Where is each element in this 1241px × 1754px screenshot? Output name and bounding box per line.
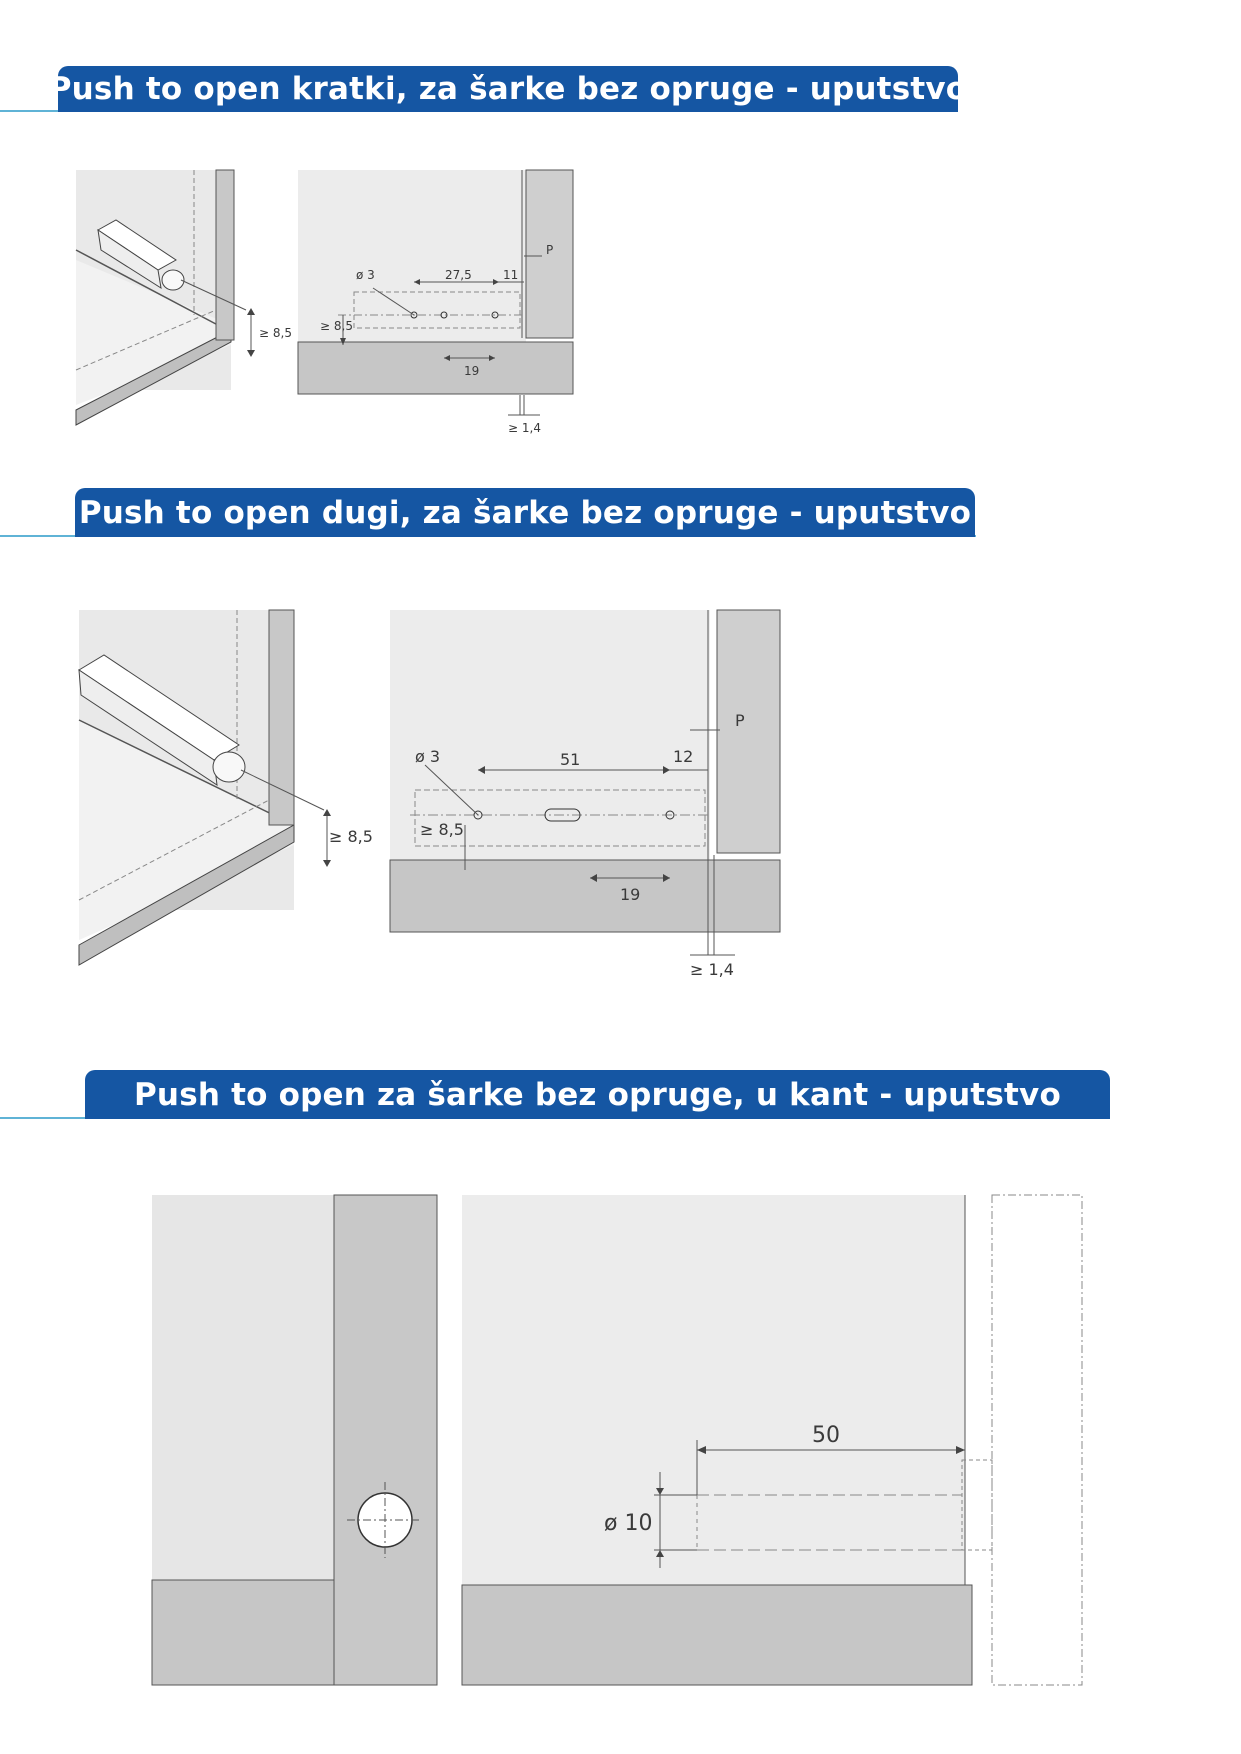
diagram-short-dimensions (298, 170, 588, 440)
diagram-long-dimensions (390, 610, 790, 980)
dim-label-b: 11 (503, 268, 519, 282)
height-label: ≥ 8,5 (420, 820, 464, 839)
gap-label: ≥ 1,4 (508, 421, 541, 435)
diagram-edge-front (462, 1190, 1102, 1700)
section-title: Push to open dugi, za šarke bez opruge - uputstvo (75, 488, 975, 537)
height-label: ≥ 8,5 (259, 326, 292, 340)
dim-label-b: 12 (673, 747, 694, 766)
section-title: Push to open kratki, za šarke bez opruge - uputstvo (58, 66, 958, 112)
height-label: ≥ 8,5 (320, 319, 353, 333)
gap-label: ≥ 1,4 (690, 960, 734, 979)
diagram-long-perspective (79, 610, 379, 980)
p-label: P (735, 711, 745, 730)
dim-label-c: 19 (620, 885, 641, 904)
dia-label: ø 3 (415, 747, 441, 766)
diagram-short-perspective (76, 170, 292, 440)
height-label: ≥ 8,5 (329, 827, 373, 846)
dia-label: ø 10 (604, 1511, 653, 1536)
dia-label: ø 3 (356, 268, 375, 282)
dim-label-a: 51 (560, 750, 581, 769)
diagram-edge-side (152, 1195, 442, 1695)
p-label: P (546, 243, 554, 257)
section-title: Push to open za šarke bez opruge, u kant - uputstvo (85, 1070, 1110, 1119)
dim-label-c: 19 (464, 364, 480, 378)
dim-label-a: 27,5 (445, 268, 472, 282)
dim-label-a: 50 (812, 1423, 840, 1448)
